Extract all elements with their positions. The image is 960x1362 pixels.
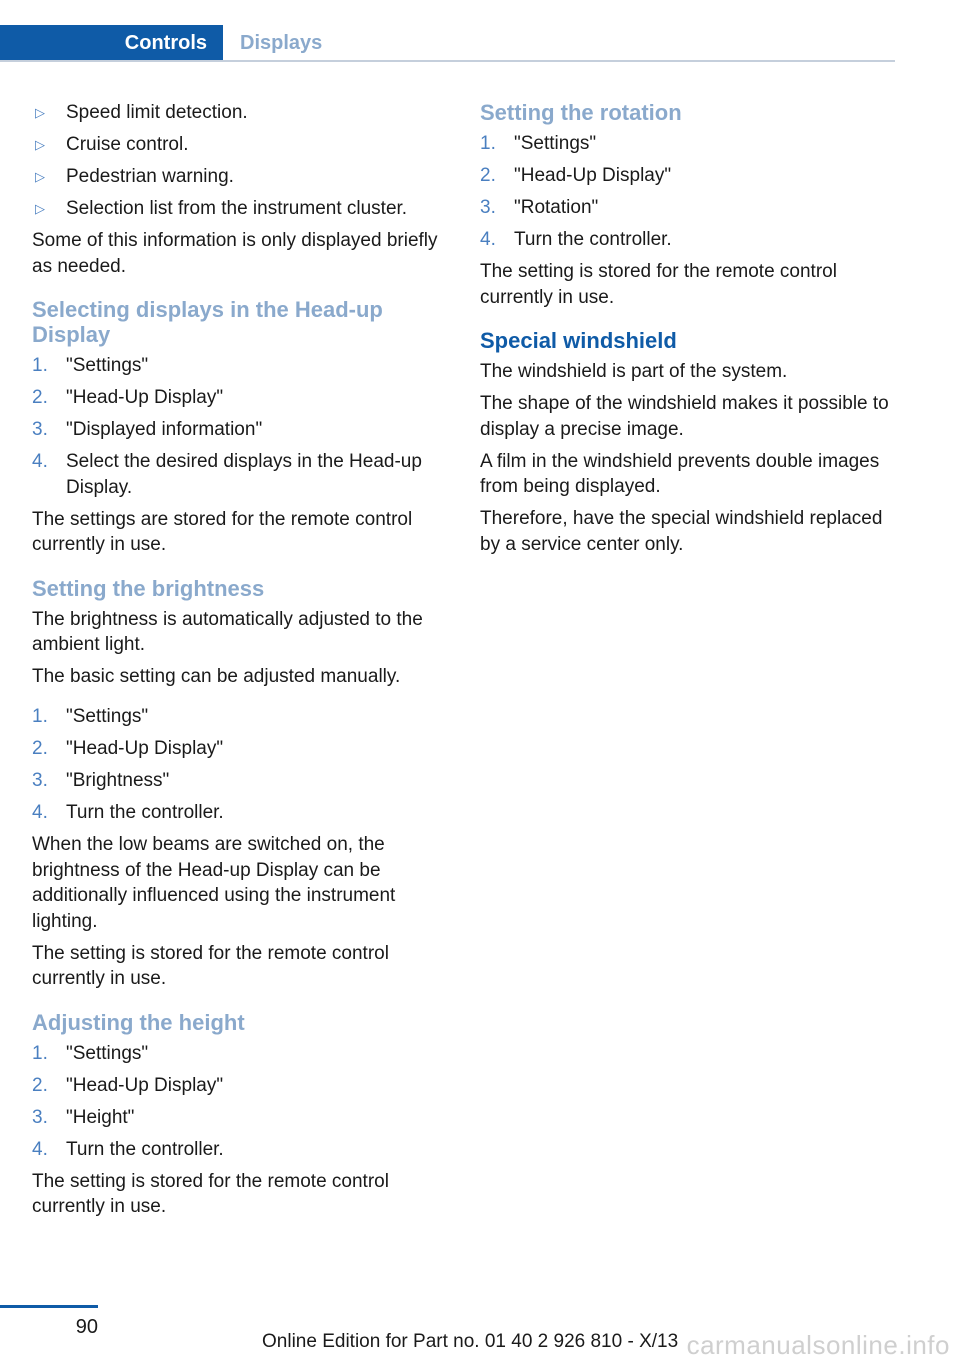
windshield-para-3: A film in the windshield prevents double images from being displayed. (480, 450, 880, 497)
windshield-para-2: The shape of the windshield makes it possible to display a precise image. (480, 393, 889, 440)
watermark-logo: carmanualsonline.info (686, 1330, 950, 1360)
height-note: The setting is stored for the remote control currently in use. (32, 1170, 389, 1217)
step-item: 4. Select the desired displays in the Head-up Display. (32, 451, 422, 498)
step-item: 2. "Head-Up Display" (480, 165, 672, 186)
tab-displays: Displays (240, 32, 323, 54)
step-item: 3. "Height" (32, 1106, 135, 1128)
brightness-note: The setting is stored for the remote control currently in use. (32, 942, 389, 989)
footer-rule (0, 1305, 98, 1308)
step-item: 2. "Head-Up Display" (32, 738, 224, 759)
bullet-item: ▷ Selection list from the instrument cluster. (32, 196, 450, 222)
intro-paragraph: Some of this information is only displayed briefly as needed. (32, 230, 438, 277)
page-number: 90 (75, 1316, 98, 1338)
step-item: 1. "Settings" (480, 133, 597, 154)
step-item: 4. Turn the controller. (480, 229, 672, 250)
bullet-item: ▷ Pedestrian warning. (32, 164, 450, 190)
windshield-para-1: The windshield is part of the system. (480, 361, 788, 382)
right-column (480, 100, 892, 564)
heading-height: Adjusting the height (32, 1009, 245, 1035)
step-item: 1. "Settings" (32, 706, 149, 727)
step-item: 3. "Rotation" (480, 197, 599, 218)
tab-underline (0, 60, 895, 62)
brightness-para-1: The brightness is automatically adjusted to the ambient light. (32, 608, 423, 655)
step-item: 2. "Head-Up Display" (32, 1074, 224, 1096)
chapter-tab-bar (0, 25, 895, 62)
heading-selecting-displays: Selecting displays in the Head-up Display (32, 297, 383, 347)
step-item: 1. "Settings" (32, 355, 149, 376)
left-column (32, 100, 450, 1226)
triangle-bullet-icon: ▷ (35, 201, 45, 216)
windshield-para-4: Therefore, have the special windshield replaced by a service center only. (480, 508, 883, 555)
edition-line: Online Edition for Part no. 01 40 2 926 810 - X/13 (262, 1331, 679, 1352)
bullet-item: ▷ Speed limit detection. (32, 100, 450, 126)
brightness-para-3: When the low beams are switched on, the brightness of the Head-up Display can be additionally influenced using the instrument lighting. (32, 834, 396, 932)
triangle-bullet-icon: ▷ (35, 137, 45, 152)
step-item: 4. Turn the controller. (32, 802, 224, 823)
heading-rotation: Setting the rotation (480, 100, 682, 125)
step-item: 2. "Head-Up Display" (32, 387, 224, 408)
triangle-bullet-icon: ▷ (35, 105, 45, 120)
bullet-item: ▷ Cruise control. (32, 132, 450, 158)
rotation-note: The setting is stored for the remote control currently in use. (480, 261, 837, 308)
brightness-para-2: The basic setting can be adjusted manually. (32, 666, 401, 687)
triangle-bullet-icon: ▷ (35, 169, 45, 184)
tab-controls: Controls (0, 25, 223, 62)
settings-note: The settings are stored for the remote control currently in use. (32, 508, 413, 555)
step-item: 4. Turn the controller. (32, 1138, 224, 1160)
heading-brightness: Setting the brightness (32, 575, 265, 601)
step-item: 1. "Settings" (32, 1042, 149, 1064)
heading-special-windshield: Special windshield (480, 328, 677, 353)
step-item: 3. "Displayed information" (32, 419, 263, 440)
step-item: 3. "Brightness" (32, 770, 170, 791)
